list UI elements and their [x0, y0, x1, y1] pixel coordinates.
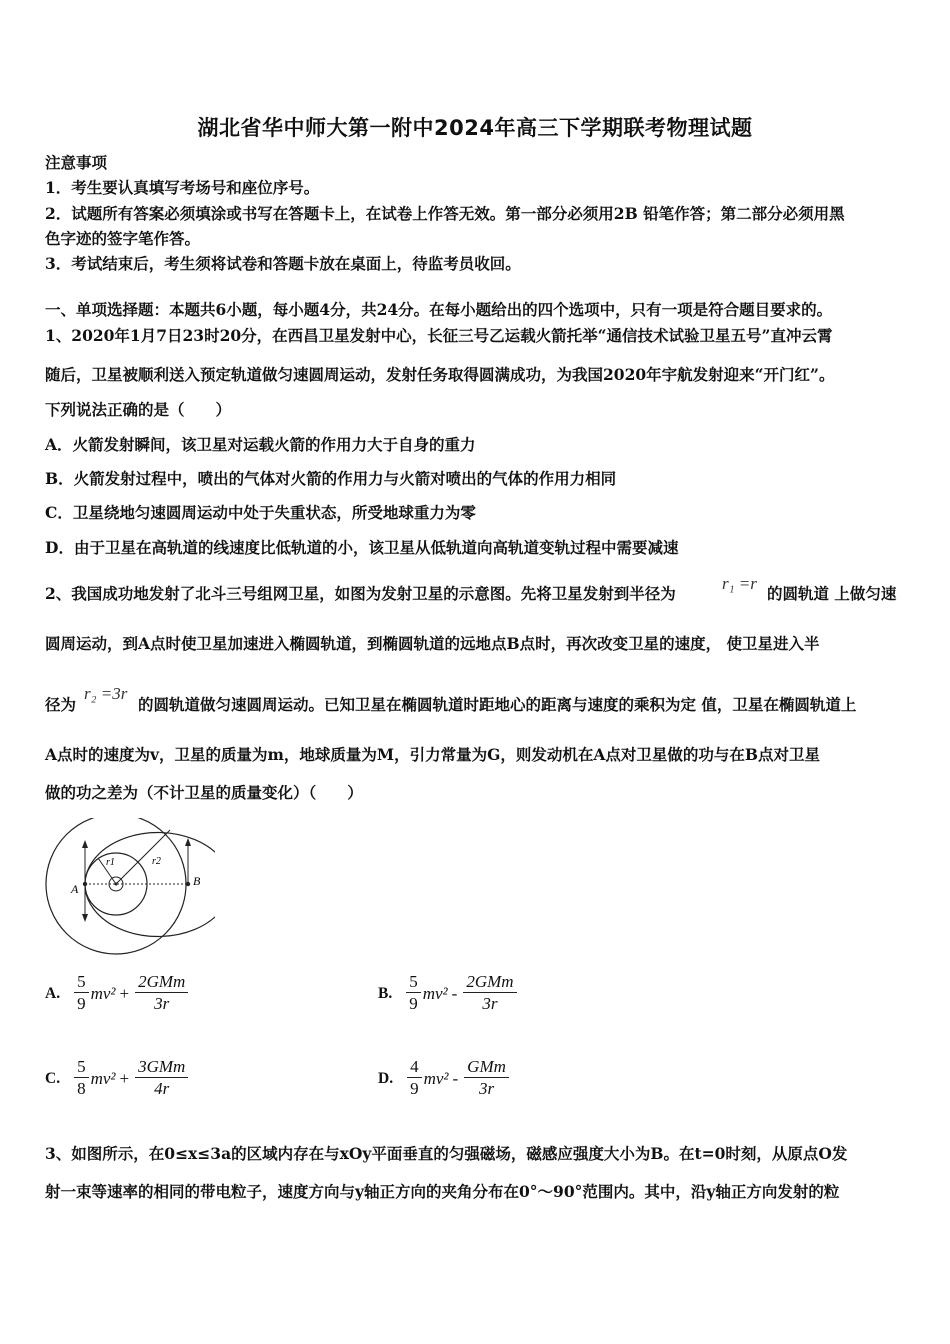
q1-line-2: 随后，卫星被顺利送入预定轨道做匀速圆周运动，发射任务取得圆满成功，为我国2020年宇航发射迎来“开门红”。 [45, 365, 835, 384]
notice-item-1: 1．考生要认真填写考场号和座位序号。 [45, 178, 320, 197]
outer-orbit-circle [46, 818, 186, 954]
q2-option-c: C. $\frac{5}{8}$ mv² + $\frac{\text{3GMm}}{4r}$ [45, 1057, 190, 1100]
q2-line-3b: 的圆轨道做匀速圆周运动。已知卫星在椭圆轨道时距地心的距离与速度的乘积为定 值，卫星在椭圆轨道上 [138, 695, 857, 714]
q3-line-1: 3、如图所示，在0≤x≤3a的区域内存在与xOy平面垂直的匀强磁场，磁感应强度大小为B。在t=0时刻，从原点O发 [45, 1144, 848, 1163]
q1-option-b: B．火箭发射过程中，喷出的气体对火箭的作用力与火箭对喷出的气体的作用力相同 [45, 469, 617, 488]
q2-line-5: 做的功之差为（不计卫星的质量变化）（ ） [45, 783, 363, 802]
orbit-diagram [40, 818, 215, 958]
q2-option-b: B. $\frac{5}{9}$ mv² - $\frac{\text{2GMm}}{3r}$ [378, 972, 519, 1015]
q2-option-a: A. $\frac{5}{9}$ mv² + $\frac{\text{2GMm}}{3r}$ [45, 972, 190, 1015]
q1-option-d: D．由于卫星在高轨道的线速度比低轨道的小，该卫星从低轨道向高轨道变轨过程中需要减速 [45, 538, 679, 557]
page-title: 湖北省华中师大第一附中2024年高三下学期联考物理试题 [197, 116, 753, 140]
q2-line-2: 圆周运动，到A点时使卫星加速进入椭圆轨道，到椭圆轨道的远地点B点时，再次改变卫星的速度， 使卫星进入半 [45, 634, 820, 653]
q3-line-2: 射一束等速率的相同的带电粒子，速度方向与y轴正方向的夹角分布在0°～90°范围内。其中，沿y轴正方向发射的粒 [45, 1182, 840, 1201]
label-r2: r2 [152, 856, 161, 867]
section-heading: 一、单项选择题：本题共6小题，每小题4分，共24分。在每小题给出的四个选项中，只有一项是符合题目要求的。 [45, 300, 833, 319]
q1-line-1: 1、2020年1月7日23时20分，在西昌卫星发射中心，长征三号乙运载火箭托举“通信技术试验卫星五号”直冲云霄 [45, 326, 833, 345]
q2-line-1b: 的圆轨道 上做匀速 [767, 584, 897, 603]
label-a: A [71, 882, 79, 896]
q2-r2-equation: r₂ =3r [84, 684, 128, 703]
q1-option-c: C．卫星绕地匀速圆周运动中处于失重状态，所受地球重力为零 [45, 503, 476, 522]
q2-line-4: A点时的速度为v，卫星的质量为m，地球质量为M，引力常量为G，则发动机在A点对卫星做的功与在B点对卫星 [45, 745, 820, 764]
q1-line-3: 下列说法正确的是（ ） [45, 400, 232, 419]
q2-line-3a: 径为 [45, 695, 77, 714]
q1-option-a: A．火箭发射瞬间，该卫星对运载火箭的作用力大于自身的重力 [45, 435, 476, 454]
notice-item-2b: 色字迹的签字笔作答。 [45, 229, 201, 248]
notice-item-3: 3．考试结束后，考生须将试卷和答题卡放在桌面上，待监考员收回。 [45, 254, 521, 273]
notice-heading: 注意事项 [45, 153, 108, 172]
notice-item-2a: 2．试题所有答案必须填涂或书写在答题卡上，在试卷上作答无效。第一部分必须用2B 铅笔作答；第二部分必须用黑 [45, 204, 845, 223]
q2-line-1a: 2、我国成功地发射了北斗三号组网卫星，如图为发射卫星的示意图。先将卫星发射到半径为 [45, 584, 676, 603]
label-b: B [193, 874, 201, 888]
q2-r1-equation: r₁ =r [722, 574, 757, 593]
label-r1: r1 [106, 857, 115, 868]
q2-option-d: D. $\frac{4}{9}$ mv² - $\frac{\text{GMm}}{3r}$ [378, 1057, 511, 1100]
